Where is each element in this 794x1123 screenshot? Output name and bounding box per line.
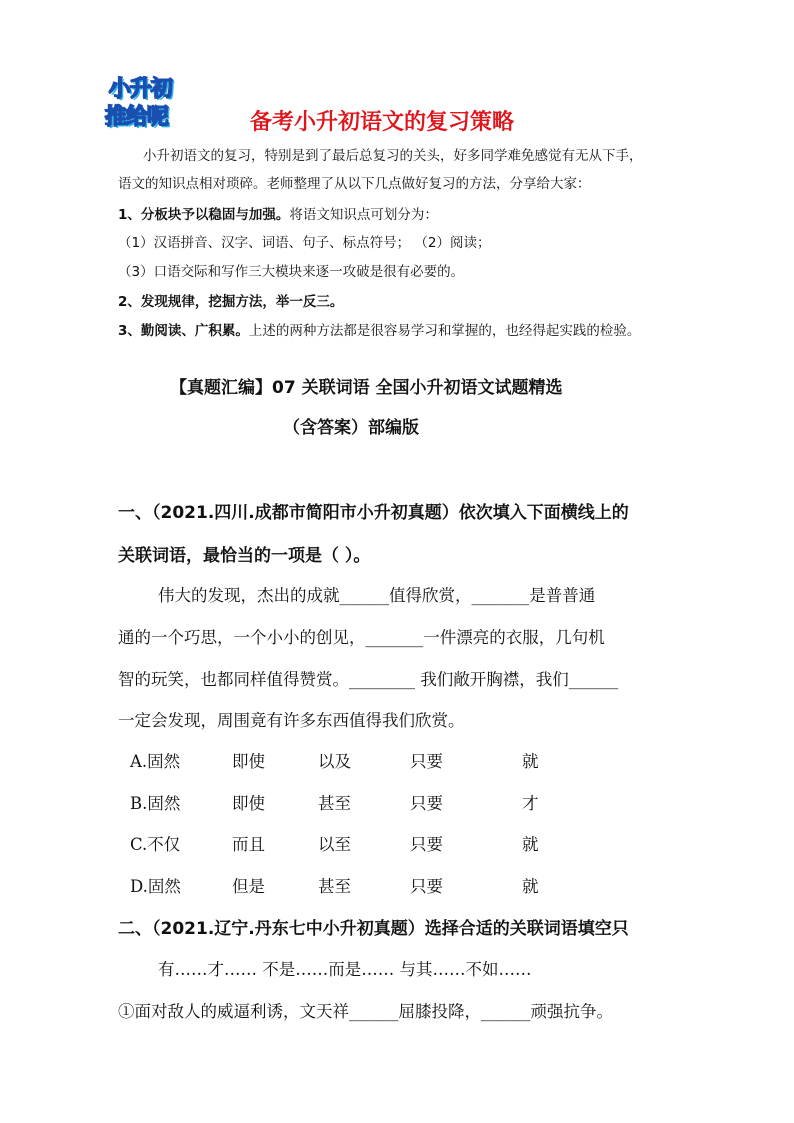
q1-passage-line2: 通的一个巧思，一个小小的创见，_______一件漂亮的衣服，几句机 xyxy=(118,628,605,647)
intro-paragraph-2: 语文的知识点相对琐碎。老师整理了从以下几点做好复习的方法，分享给大家： xyxy=(118,176,591,192)
q2-heading-line1: 二、（2021.辽宁.丹东七中小升初真题）选择合适的关联词语填空只 xyxy=(118,919,629,939)
doc-title-line2: （含答案）部编版 xyxy=(283,418,419,438)
option-word: 只要 xyxy=(410,752,443,771)
intro-strategy-3 xyxy=(118,319,640,339)
option-label: C.不仅 xyxy=(130,835,181,854)
option-label: A.固然 xyxy=(130,752,181,771)
intro-paragraph-1: 小升初语文的复习，特别是到了最后总复习的关头，好多同学难免感觉有无从下手， xyxy=(143,148,643,164)
q1-passage-line1: 伟大的发现，杰出的成就______值得欣赏，_______是普普通 xyxy=(158,586,596,605)
option-word: 即使 xyxy=(232,752,265,771)
option-word: 就 xyxy=(522,752,539,771)
headline: 备考小升初语文的复习策略 xyxy=(250,110,515,135)
option-word: 但是 xyxy=(232,877,265,896)
option-word: 即使 xyxy=(232,794,265,813)
strategy-1-text: 将语文知识点可划分为： xyxy=(289,207,438,223)
logo xyxy=(103,72,209,132)
option-label: B.固然 xyxy=(130,794,181,813)
option-word: 就 xyxy=(522,877,539,896)
option-word: 而且 xyxy=(232,835,265,854)
q2-item-1: ①面对敌人的威逼利诱，文天祥______屈膝投降，______顽强抗争。 xyxy=(118,1002,613,1021)
doc-title-line1: 【真题汇编】07 关联词语 全国小升初语文试题精选 xyxy=(170,378,563,398)
option-word: 只要 xyxy=(410,794,443,813)
option-word: 只要 xyxy=(410,877,443,896)
strategy-3-text: 上述的两种方法都是很容易学习和掌握的，也经得起实践的检验。 xyxy=(248,323,641,339)
option-word: 就 xyxy=(522,835,539,854)
option-word: 以至 xyxy=(318,835,351,854)
logo-text-line1: 小升初 xyxy=(109,77,173,102)
option-word: 才 xyxy=(522,794,539,813)
option-word: 以及 xyxy=(318,752,351,771)
q1-passage-line3: 智的玩笑，也都同样值得赞赏。________ 我们敞开胸襟，我们______ xyxy=(118,670,619,689)
q1-passage-line4: 一定会发现，周围竟有许多东西值得我们欣赏。 xyxy=(118,711,465,730)
strategy-3-title: 3、勤阅读、广积累。 xyxy=(118,323,249,339)
intro-strategy-2: 2、发现规律，挖掘方法，举一反三。 xyxy=(118,294,344,310)
option-label: D.固然 xyxy=(130,877,181,896)
logo-text-line2: 推给呢 xyxy=(105,105,169,130)
q1-heading-line2: 关联词语，最恰当的一项是（ ）。 xyxy=(118,546,371,566)
intro-strategy-1 xyxy=(118,203,438,223)
intro-strategy-1a: （1）汉语拼音、汉字、词语、句子、标点符号； （2）阅读； xyxy=(118,235,491,251)
option-word: 只要 xyxy=(410,835,443,854)
q2-choices: 有……才…… 不是……而是…… 与其……不如…… xyxy=(158,960,532,979)
q1-heading-line1: 一、（2021.四川.成都市简阳市小升初真题）依次填入下面横线上的 xyxy=(118,503,629,523)
option-word: 甚至 xyxy=(318,877,351,896)
option-word: 甚至 xyxy=(318,794,351,813)
intro-strategy-1b: （3）口语交际和写作三大模块来逐一攻破是很有必要的。 xyxy=(118,264,465,280)
strategy-1-title: 1、分板块予以稳固与加强。 xyxy=(118,207,290,223)
